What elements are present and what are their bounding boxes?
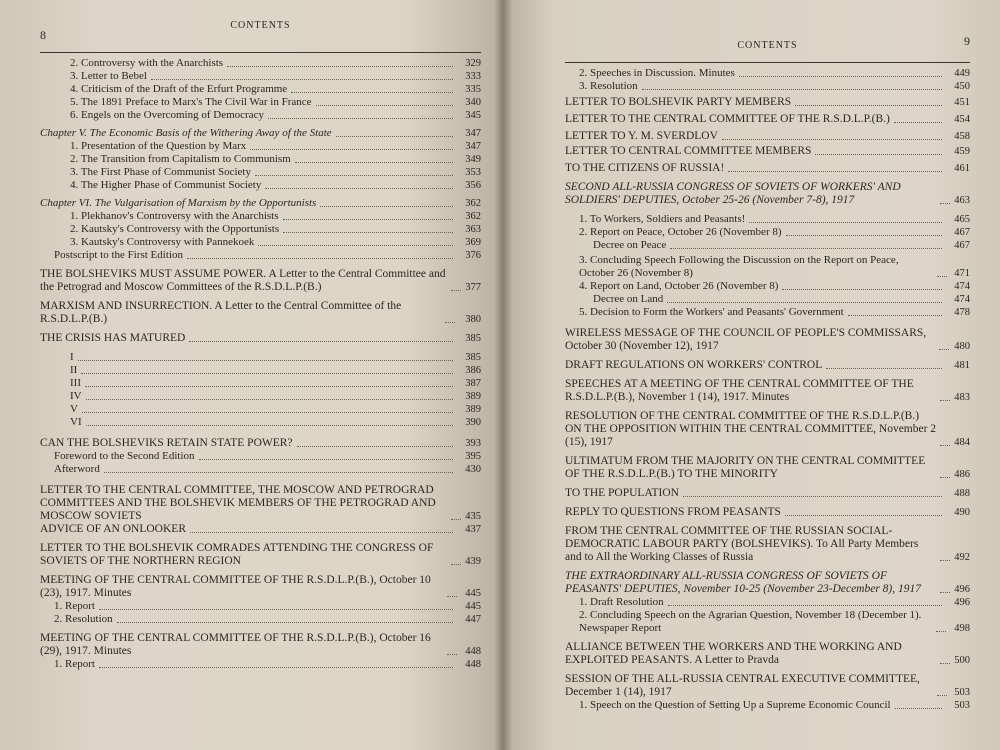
toc-entry-title: THE EXTRAORDINARY ALL-RUSSIA CONGRESS OF SOVIETS OF PEASANTS' DEPUTIES, November 10-25 (November 23-December 8), 1917 (565, 570, 922, 595)
toc-page-number: 461 (954, 163, 970, 174)
toc-page-number: 503 (954, 687, 970, 698)
toc-leader-dots (117, 622, 453, 623)
toc-entry-title: 3. The First Phase of Communist Society (70, 166, 251, 178)
toc-entry-title: 4. Report on Land, October 26 (November 8) (579, 280, 779, 292)
toc-leader-dots (894, 122, 942, 123)
toc-page-number: 386 (465, 365, 481, 376)
toc-entry (40, 632, 481, 658)
toc-leader-dots (451, 519, 461, 520)
toc-leader-dots (283, 232, 453, 233)
toc-leader-dots (642, 89, 942, 90)
toc-leader-dots (151, 79, 453, 80)
toc-page-number: 458 (954, 131, 970, 142)
toc-leader-dots (739, 76, 942, 77)
toc-page-number: 478 (954, 307, 970, 318)
toc-entry-title: Chapter V. The Economic Basis of the Withering Away of the State (40, 127, 332, 139)
toc-page-number: 448 (465, 646, 481, 657)
toc-entry-title: LETTER TO Y. M. SVERDLOV (565, 130, 718, 142)
toc-leader-dots (451, 564, 461, 565)
toc-leader-dots (939, 349, 949, 350)
toc-entry (565, 699, 970, 712)
toc-entry (565, 570, 970, 596)
toc-page-number: 488 (954, 488, 970, 499)
toc-page-number: 500 (954, 655, 970, 666)
toc-leader-dots (268, 118, 453, 119)
toc-entry-title: 6. Engels on the Overcoming of Democracy (70, 109, 264, 121)
toc-leader-dots (227, 66, 453, 67)
right-contents-list (565, 67, 970, 712)
toc-entry-title: REPLY TO QUESTIONS FROM PEASANTS (565, 506, 781, 518)
toc-leader-dots (258, 245, 453, 246)
toc-entry (40, 377, 481, 390)
toc-entry (565, 455, 970, 481)
toc-leader-dots (190, 532, 453, 533)
toc-entry-title: 4. The Higher Phase of Communist Society (70, 179, 262, 191)
right-running-title: CONTENTS (737, 40, 798, 51)
toc-leader-dots (728, 171, 942, 172)
toc-page-number: 467 (954, 240, 970, 251)
toc-entry-title: 1. Speech on the Question of Setting Up a Supreme Economic Council (579, 699, 891, 711)
toc-entry (40, 658, 481, 671)
toc-entry-title: TO THE POPULATION (565, 487, 679, 499)
toc-entry (40, 166, 481, 179)
toc-entry-title: III (70, 377, 81, 389)
toc-page-number: 329 (465, 58, 481, 69)
toc-page-number: 448 (465, 659, 481, 670)
toc-entry (565, 213, 970, 226)
toc-entry (40, 127, 481, 140)
toc-leader-dots (668, 605, 942, 606)
toc-entry (565, 641, 970, 667)
toc-leader-dots (683, 496, 942, 497)
toc-entry-title: Chapter VI. The Vulgarisation of Marxism by the Opportunists (40, 197, 317, 209)
toc-entry-title: SECOND ALL-RUSSIA CONGRESS OF SOVIETS OF WORKERS' AND SOLDIERS' DEPUTIES, October 25-26 (November 7-8), 1917 (565, 181, 901, 206)
toc-leader-dots (722, 139, 942, 140)
toc-entry-title: MEETING OF THE CENTRAL COMMITTEE OF THE R.S.D.L.P.(B.), October 16 (29), 1917. Minutes (40, 632, 431, 657)
toc-entry (40, 437, 481, 450)
toc-entry-title: 3. Letter to Bebel (70, 70, 147, 82)
toc-leader-dots (445, 322, 455, 323)
toc-page-number: 390 (465, 417, 481, 428)
toc-page-number: 480 (954, 341, 970, 352)
toc-leader-dots (815, 154, 942, 155)
toc-entry (565, 596, 970, 609)
toc-entry-title: 2. Report on Peace, October 26 (November 8) (579, 226, 782, 238)
toc-entry-title: 3. Concluding Speech Following the Discussion on the Report on Peace, October 26 (November 8) (579, 254, 899, 279)
toc-page-number: 486 (954, 469, 970, 480)
toc-page-number: 385 (465, 352, 481, 363)
toc-entry (40, 450, 481, 463)
toc-entry (565, 410, 970, 449)
toc-entry (40, 523, 481, 536)
toc-entry (40, 484, 481, 523)
toc-entry-title: IV (70, 390, 82, 402)
toc-page-number: 347 (465, 141, 481, 152)
toc-entry-title: Postscript to the First Edition (54, 249, 183, 261)
toc-entry (40, 96, 481, 109)
toc-entry-title: 4. Criticism of the Draft of the Erfurt Programme (70, 83, 288, 95)
toc-entry (565, 80, 970, 93)
toc-entry-title: 1. To Workers, Soldiers and Peasants! (579, 213, 746, 225)
toc-entry (565, 378, 970, 404)
toc-entry-title: THE BOLSHEVIKS MUST ASSUME POWER. A Letter to the Central Committee and the Petrograd and Moscow Committees of the R.S.D.L.P.(B.) (40, 268, 446, 293)
toc-page-number: 395 (465, 451, 481, 462)
toc-entry (565, 254, 970, 280)
toc-entry-title: TO THE CITIZENS OF RUSSIA! (565, 162, 725, 174)
toc-leader-dots (895, 708, 942, 709)
toc-entry-title: 2. The Transition from Capitalism to Communism (70, 153, 291, 165)
toc-entry (565, 226, 970, 239)
toc-page-number: 435 (465, 511, 481, 522)
toc-entry-title: 1. Report (54, 658, 95, 670)
toc-page-number: 474 (954, 281, 970, 292)
toc-leader-dots (447, 596, 457, 597)
right-page (503, 0, 1000, 750)
toc-page-number: 503 (954, 700, 970, 711)
toc-page-number: 463 (954, 195, 970, 206)
toc-page-number: 474 (954, 294, 970, 305)
toc-entry-title: Afterword (54, 463, 100, 475)
toc-page-number: 439 (465, 556, 481, 567)
toc-leader-dots (189, 341, 453, 342)
right-page-header (565, 30, 970, 52)
left-header-rule (40, 52, 481, 53)
toc-leader-dots (749, 222, 942, 223)
toc-leader-dots (826, 368, 942, 369)
toc-entry-title: LETTER TO BOLSHEVIK PARTY MEMBERS (565, 96, 792, 108)
toc-entry-title: 3. Resolution (579, 80, 638, 92)
toc-entry (565, 359, 970, 372)
toc-entry (40, 613, 481, 626)
toc-leader-dots (848, 315, 942, 316)
toc-entry (565, 609, 970, 635)
toc-page-number: 490 (954, 507, 970, 518)
toc-leader-dots (316, 105, 453, 106)
toc-leader-dots (81, 373, 453, 374)
toc-leader-dots (940, 477, 950, 478)
toc-entry-title: 1. Presentation of the Question by Marx (70, 140, 247, 152)
toc-page-number: 345 (465, 110, 481, 121)
toc-entry (40, 574, 481, 600)
toc-leader-dots (85, 386, 453, 387)
left-page-number: 8 (40, 28, 46, 42)
toc-entry (40, 463, 481, 476)
left-page-header (40, 20, 481, 42)
toc-entry (40, 249, 481, 262)
toc-entry (565, 113, 970, 126)
toc-entry-title: 2. Speeches in Discussion. Minutes (579, 67, 735, 79)
toc-page-number: 496 (954, 584, 970, 595)
toc-entry (565, 525, 970, 564)
toc-page-number: 449 (954, 68, 970, 79)
toc-entry (40, 390, 481, 403)
toc-leader-dots (255, 175, 453, 176)
book-gutter (494, 0, 512, 750)
toc-entry-title: MEETING OF THE CENTRAL COMMITTEE OF THE R.S.D.L.P.(B.), October 10 (23), 1917. Minutes (40, 574, 431, 599)
toc-page-number: 335 (465, 84, 481, 95)
toc-entry-title: Decree on Land (593, 293, 664, 305)
toc-entry-title: 1. Plekhanov's Controversy with the Anarchists (70, 210, 279, 222)
toc-leader-dots (940, 560, 950, 561)
toc-page-number: 437 (465, 524, 481, 535)
toc-entry (40, 351, 481, 364)
toc-entry (565, 67, 970, 80)
toc-leader-dots (940, 592, 950, 593)
toc-entry (565, 145, 970, 158)
right-header-rule (565, 62, 970, 63)
toc-page-number: 451 (954, 97, 970, 108)
toc-leader-dots (104, 472, 453, 473)
toc-page-number: 496 (954, 597, 970, 608)
toc-entry (565, 96, 970, 109)
toc-entry (565, 130, 970, 143)
toc-entry (40, 70, 481, 83)
toc-leader-dots (297, 446, 453, 447)
toc-page-number: 387 (465, 378, 481, 389)
toc-entry (565, 506, 970, 519)
toc-entry-title: ULTIMATUM FROM THE MAJORITY ON THE CENTRAL COMMITTEE OF THE R.S.D.L.P.(B.) TO THE MINORITY (565, 455, 926, 480)
toc-leader-dots (295, 162, 453, 163)
toc-entry (565, 181, 970, 207)
toc-page-number: 484 (954, 437, 970, 448)
toc-leader-dots (940, 663, 950, 664)
toc-page-number: 492 (954, 552, 970, 563)
toc-page-number: 376 (465, 250, 481, 261)
toc-leader-dots (451, 290, 461, 291)
toc-entry (40, 197, 481, 210)
toc-page-number: 445 (465, 588, 481, 599)
toc-page-number: 385 (465, 333, 481, 344)
toc-entry (40, 140, 481, 153)
toc-page-number: 447 (465, 614, 481, 625)
toc-entry-title: WIRELESS MESSAGE OF THE COUNCIL OF PEOPLE'S COMMISSARS, October 30 (November 12), 1917 (565, 327, 927, 352)
toc-page-number: 465 (954, 214, 970, 225)
toc-page-number: 450 (954, 81, 970, 92)
toc-entry (40, 332, 481, 345)
toc-entry-title: LETTER TO CENTRAL COMMITTEE MEMBERS (565, 145, 812, 157)
left-running-title: CONTENTS (230, 20, 291, 31)
toc-leader-dots (336, 136, 453, 137)
toc-leader-dots (199, 459, 453, 460)
toc-entry (565, 673, 970, 699)
toc-entry (40, 153, 481, 166)
toc-leader-dots (937, 276, 947, 277)
toc-leader-dots (320, 206, 453, 207)
toc-page-number: 349 (465, 154, 481, 165)
toc-entry (40, 542, 481, 568)
toc-entry (40, 210, 481, 223)
toc-entry-title: 1. Draft Resolution (579, 596, 664, 608)
toc-leader-dots (78, 360, 453, 361)
toc-entry (40, 179, 481, 192)
toc-leader-dots (265, 188, 453, 189)
toc-entry-title: DRAFT REGULATIONS ON WORKERS' CONTROL (565, 359, 823, 371)
toc-entry (40, 83, 481, 96)
toc-page-number: 347 (465, 128, 481, 139)
toc-leader-dots (936, 631, 946, 632)
toc-leader-dots (99, 609, 453, 610)
toc-entry (565, 239, 970, 252)
toc-entry-title: 2. Concluding Speech on the Agrarian Question, November 18 (December 1). Newspaper Report (579, 609, 922, 634)
toc-leader-dots (99, 667, 453, 668)
toc-page-number: 363 (465, 224, 481, 235)
toc-leader-dots (782, 289, 942, 290)
toc-entry (40, 403, 481, 416)
toc-leader-dots (82, 412, 453, 413)
toc-page-number: 430 (465, 464, 481, 475)
toc-entry-title: RESOLUTION OF THE CENTRAL COMMITTEE OF THE R.S.D.L.P.(B.) ON THE OPPOSITION WITHIN THE CENTRAL COMMITTEE, November 2 (15), 1917 (565, 410, 937, 448)
toc-entry-title: CAN THE BOLSHEVIKS RETAIN STATE POWER? (40, 437, 293, 449)
toc-leader-dots (86, 425, 453, 426)
toc-leader-dots (795, 105, 942, 106)
toc-page-number: 454 (954, 114, 970, 125)
toc-leader-dots (670, 248, 942, 249)
toc-page-number: 377 (465, 282, 481, 293)
toc-entry (40, 236, 481, 249)
toc-entry (40, 416, 481, 429)
toc-leader-dots (291, 92, 453, 93)
toc-entry-title: 2. Resolution (54, 613, 113, 625)
toc-page-number: 353 (465, 167, 481, 178)
toc-entry-title: SESSION OF THE ALL-RUSSIA CENTRAL EXECUTIVE COMMITTEE, December 1 (14), 1917 (565, 673, 920, 698)
toc-entry-title: I (70, 351, 74, 363)
toc-page-number: 389 (465, 391, 481, 402)
toc-entry (40, 223, 481, 236)
toc-entry-title: 5. Decision to Form the Workers' and Peasants' Government (579, 306, 844, 318)
toc-page-number: 340 (465, 97, 481, 108)
toc-page-number: 333 (465, 71, 481, 82)
toc-entry (40, 57, 481, 70)
toc-leader-dots (940, 400, 950, 401)
toc-entry (40, 364, 481, 377)
toc-page-number: 498 (954, 623, 970, 634)
toc-entry (565, 280, 970, 293)
toc-entry-title: 2. Kautsky's Controversy with the Opportunists (70, 223, 280, 235)
toc-leader-dots (785, 515, 942, 516)
toc-entry (40, 268, 481, 294)
toc-entry-title: MARXISM AND INSURRECTION. A Letter to the Central Committee of the R.S.D.L.P.(B.) (40, 300, 402, 325)
toc-leader-dots (940, 445, 950, 446)
toc-page-number: 471 (954, 268, 970, 279)
toc-entry-title: 1. Report (54, 600, 95, 612)
left-contents-list (40, 57, 481, 671)
toc-leader-dots (187, 258, 453, 259)
toc-entry-title: VI (70, 416, 82, 428)
toc-page-number: 380 (465, 314, 481, 325)
toc-page-number: 393 (465, 438, 481, 449)
toc-page-number: 481 (954, 360, 970, 371)
toc-leader-dots (667, 302, 942, 303)
toc-page-number: 362 (465, 211, 481, 222)
toc-entry (565, 162, 970, 175)
toc-entry-title: V (70, 403, 78, 415)
toc-page-number: 467 (954, 227, 970, 238)
toc-entry-title: Foreword to the Second Edition (54, 450, 195, 462)
toc-entry-title: LETTER TO THE BOLSHEVIK COMRADES ATTENDING THE CONGRESS OF SOVIETS OF THE NORTHERN REGION (40, 542, 434, 567)
toc-entry (40, 300, 481, 326)
toc-leader-dots (86, 399, 453, 400)
toc-entry-title: 5. The 1891 Preface to Marx's The Civil War in France (70, 96, 312, 108)
toc-entry (565, 487, 970, 500)
toc-page-number: 356 (465, 180, 481, 191)
toc-leader-dots (447, 654, 457, 655)
toc-entry-title: LETTER TO THE CENTRAL COMMITTEE OF THE R.S.D.L.P.(B.) (565, 113, 890, 125)
toc-page-number: 483 (954, 392, 970, 403)
toc-entry-title: ALLIANCE BETWEEN THE WORKERS AND THE WORKING AND EXPLOITED PEASANTS. A Letter to Pravda (565, 641, 902, 666)
toc-leader-dots (786, 235, 942, 236)
toc-entry-title: THE CRISIS HAS MATURED (40, 332, 186, 344)
toc-page-number: 389 (465, 404, 481, 415)
toc-entry (565, 293, 970, 306)
right-page-number: 9 (964, 34, 970, 48)
toc-entry-title: FROM THE CENTRAL COMMITTEE OF THE RUSSIAN SOCIAL-DEMOCRATIC LABOUR PARTY (BOLSHEVIKS). To All Party Members and to All the Working Classes of Russia (565, 525, 919, 563)
toc-page-number: 459 (954, 146, 970, 157)
toc-leader-dots (250, 149, 453, 150)
toc-entry (565, 327, 970, 353)
toc-entry (40, 109, 481, 122)
toc-leader-dots (940, 203, 950, 204)
toc-entry-title: 2. Controversy with the Anarchists (70, 57, 224, 69)
toc-entry-title: LETTER TO THE CENTRAL COMMITTEE, THE MOSCOW AND PETROGRAD COMMITTEES AND THE BOLSHEVIK MEMBERS OF THE PETROGRAD AND MOSCOW SOVIETS (40, 484, 436, 522)
toc-page-number: 362 (465, 198, 481, 209)
toc-page-number: 445 (465, 601, 481, 612)
toc-entry (565, 306, 970, 319)
toc-leader-dots (283, 219, 453, 220)
toc-entry-title: Decree on Peace (593, 239, 667, 251)
toc-entry-title: SPEECHES AT A MEETING OF THE CENTRAL COMMITTEE OF THE R.S.D.L.P.(B.), November 1 (14), 1917. Minutes (565, 378, 914, 403)
toc-leader-dots (937, 695, 947, 696)
toc-page-number: 369 (465, 237, 481, 248)
toc-entry (40, 600, 481, 613)
toc-entry-title: 3. Kautsky's Controversy with Pannekoek (70, 236, 255, 248)
toc-entry-title: ADVICE OF AN ONLOOKER (40, 523, 186, 535)
toc-entry-title: II (70, 364, 78, 376)
